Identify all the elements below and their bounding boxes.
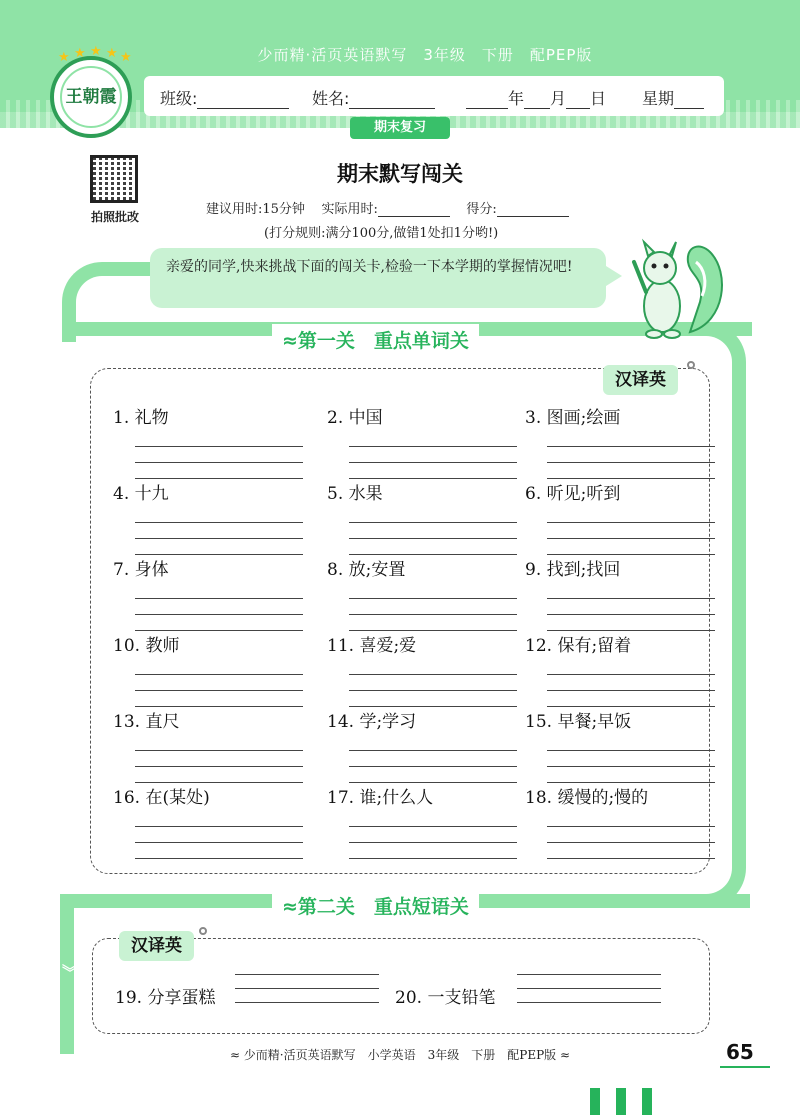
section-tag: 期末复习 xyxy=(350,117,450,139)
answer-lines[interactable] xyxy=(349,811,517,859)
phrase-exercise-box xyxy=(92,938,710,1034)
score-label: 得分: xyxy=(466,202,497,217)
list-item: 6. 听见;听到 xyxy=(525,479,715,555)
answer-lines[interactable] xyxy=(547,431,715,479)
answer-lines[interactable] xyxy=(349,583,517,631)
answer-lines[interactable] xyxy=(135,735,303,783)
star-icon: ★ xyxy=(90,44,102,59)
list-item: 11. 喜爱;爱 xyxy=(327,631,517,707)
qr-label: 拍照批改 xyxy=(90,210,139,224)
list-item: 15. 早餐;早饭 xyxy=(525,707,715,783)
list-item: 7. 身体 xyxy=(113,555,303,631)
class-field[interactable]: 班级: xyxy=(160,86,289,109)
word-exercise-box xyxy=(90,368,710,874)
answer-lines[interactable] xyxy=(135,659,303,707)
scoring-rule: (打分规则:满分100分,做错1处扣1分哟!) xyxy=(264,226,499,241)
list-item: 17. 谁;什么人 xyxy=(327,783,517,859)
star-icon: ★ xyxy=(120,50,132,65)
list-item: 8. 放;安置 xyxy=(327,555,517,631)
answer-lines[interactable] xyxy=(135,431,303,479)
list-item: 5. 水果 xyxy=(327,479,517,555)
answer-lines[interactable] xyxy=(135,811,303,859)
list-item: 18. 缓慢的;慢的 xyxy=(525,783,715,859)
section1-heading: ≈第一关 重点单词关 xyxy=(272,324,479,358)
list-item: 10. 教师 xyxy=(113,631,303,707)
footer-text: ≈ 少而精·活页英语默写 小学英语 3年级 下册 配PEP版 ≈ xyxy=(229,1048,571,1062)
chevron-down-icon: ︾ xyxy=(62,963,79,982)
answer-lines[interactable] xyxy=(135,583,303,631)
list-item: 20. 一支铅笔 xyxy=(395,988,496,1008)
score-field[interactable] xyxy=(497,199,569,217)
list-item: 2. 中国 xyxy=(327,403,517,479)
page-number-underline xyxy=(720,1066,770,1068)
answer-lines[interactable] xyxy=(547,583,715,631)
section2-heading: ≈第二关 重点短语关 xyxy=(272,890,479,924)
answer-lines[interactable] xyxy=(547,735,715,783)
section2-badge: 汉译英 xyxy=(119,931,194,961)
answer-lines[interactable] xyxy=(547,507,715,555)
list-item: 19. 分享蛋糕 xyxy=(115,988,216,1008)
list-item: 1. 礼物 xyxy=(113,403,303,479)
answer-lines[interactable] xyxy=(235,961,379,1003)
pin-icon xyxy=(199,927,207,935)
qr-code-icon[interactable] xyxy=(90,155,138,203)
actual-time-field[interactable] xyxy=(378,199,450,217)
list-item: 14. 学;学习 xyxy=(327,707,517,783)
logo-text: 王朝霞 xyxy=(65,87,117,107)
chevron-down-icon: ︾ xyxy=(746,575,763,594)
speech-bubble-tail xyxy=(606,266,622,286)
squirrel-mascot-icon xyxy=(630,232,726,342)
actual-time-label: 实际用时: xyxy=(321,202,378,217)
page-number: 65 xyxy=(726,1040,754,1064)
list-item: 13. 直尺 xyxy=(113,707,303,783)
list-item: 9. 找到;找回 xyxy=(525,555,715,631)
answer-lines[interactable] xyxy=(349,659,517,707)
section1-badge: 汉译英 xyxy=(603,365,678,395)
star-icon: ★ xyxy=(74,46,86,61)
page-title: 期末默写闯关 xyxy=(337,162,463,186)
answer-lines[interactable] xyxy=(135,507,303,555)
list-item: 16. 在(某处) xyxy=(113,783,303,859)
list-item: 12. 保有;留着 xyxy=(525,631,715,707)
pin-icon xyxy=(687,361,695,369)
star-icon: ★ xyxy=(58,50,70,65)
date-field[interactable]: 年 月 日 xyxy=(466,86,606,109)
speech-bubble: 亲爱的同学,快来挑战下面的闯关卡,检验一下本学期的掌握情况吧! xyxy=(150,248,606,308)
star-icon: ★ xyxy=(106,46,118,61)
list-item: 4. 十九 xyxy=(113,479,303,555)
answer-lines[interactable] xyxy=(349,735,517,783)
answer-lines[interactable] xyxy=(349,507,517,555)
answer-lines[interactable] xyxy=(547,659,715,707)
footer-bars xyxy=(590,1088,668,1115)
list-item: 3. 图画;绘画 xyxy=(525,403,715,479)
answer-lines[interactable] xyxy=(349,431,517,479)
answer-lines[interactable] xyxy=(547,811,715,859)
answer-lines[interactable] xyxy=(517,961,661,1003)
time-score-line xyxy=(206,198,569,217)
suggested-time: 建议用时:15分钟 xyxy=(206,202,305,217)
brand-logo xyxy=(50,44,132,138)
name-field[interactable]: 姓名: xyxy=(312,86,435,109)
student-info-bar xyxy=(144,76,724,116)
series-title: 少而精·活页英语默写 3年级 下册 配PEP版 xyxy=(257,46,593,64)
weekday-field[interactable]: 星期 xyxy=(642,86,704,109)
